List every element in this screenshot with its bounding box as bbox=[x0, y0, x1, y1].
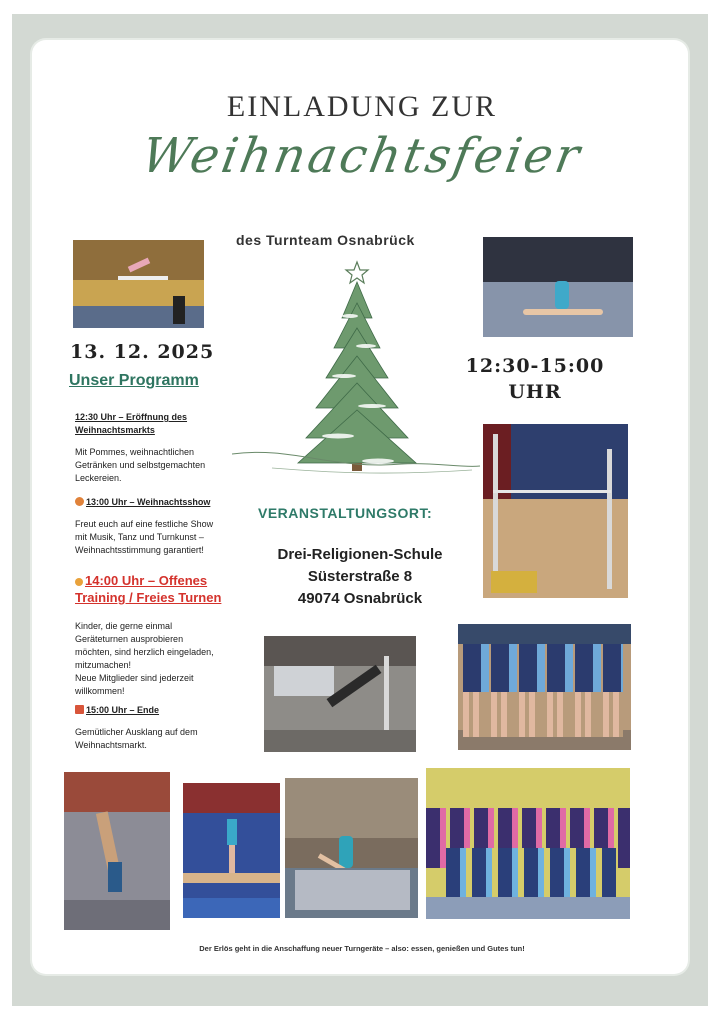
event-date: 13. 12. 2025 bbox=[70, 341, 215, 363]
program-heading: Unser Programm bbox=[69, 372, 199, 389]
program-item-3-desc bbox=[75, 620, 260, 698]
photo-uneven-bars bbox=[483, 424, 628, 598]
program-item-3-title-2: Training / Freies Turnen bbox=[75, 590, 222, 605]
program-item-1-time: 12:30 Uhr – Eröffnung des bbox=[75, 412, 188, 422]
event-time-unit: UHR bbox=[508, 381, 562, 403]
photo-floor-leap bbox=[285, 778, 418, 918]
venue-address bbox=[240, 544, 480, 610]
program-item-2-desc-3: Weihnachtsstimmung garantiert! bbox=[75, 545, 204, 555]
photo-gymnast-split bbox=[483, 237, 633, 337]
program-item-1 bbox=[75, 411, 255, 485]
program-item-1-desc-3: Leckereien. bbox=[75, 473, 122, 483]
photo-team-group-2 bbox=[426, 768, 630, 919]
club-name: des Turnteam Osnabrück bbox=[236, 232, 415, 248]
venue-school: Drei-Religionen-Schule bbox=[277, 546, 443, 563]
end-icon bbox=[75, 705, 84, 714]
photo-balance-beam bbox=[183, 783, 280, 918]
program-item-2 bbox=[75, 496, 260, 557]
photo-team-group-1 bbox=[458, 624, 631, 750]
venue-heading: VERANSTALTUNGSORT: bbox=[258, 505, 433, 521]
program-item-3 bbox=[75, 572, 260, 606]
venue-city: 49074 Osnabrück bbox=[297, 590, 423, 607]
program-item-3-desc-2: Geräteturnen ausprobieren bbox=[75, 634, 184, 644]
program-item-3-title-1: 14:00 Uhr – Offenes bbox=[85, 573, 208, 588]
program-item-4 bbox=[75, 704, 260, 752]
program-item-1-time-cont: Weihnachtsmarkts bbox=[75, 425, 155, 435]
footer-note: Der Erlös geht in die Anschaffung neuer Turngeräte – also: essen, genießen und Gutes tun! bbox=[199, 944, 525, 953]
program-item-1-desc-1: Mit Pommes, weihnachtlichen bbox=[75, 447, 195, 457]
program-item-3-desc-4: mitzumachen! bbox=[75, 660, 132, 670]
photo-gymnasts-beam bbox=[73, 240, 204, 328]
program-item-2-time: 13:00 Uhr – Weihnachtsshow bbox=[86, 497, 211, 507]
title-weihnachtsfeier: Weihnachtsfeier bbox=[137, 128, 587, 184]
program-item-2-desc-2: mit Musik, Tanz und Turnkunst – bbox=[75, 532, 204, 542]
show-icon bbox=[75, 497, 84, 506]
program-item-2-desc-1: Freut euch auf eine festliche Show bbox=[75, 519, 214, 529]
christmas-tree-illustration bbox=[232, 258, 482, 483]
program-item-4-time: 15:00 Uhr – Ende bbox=[86, 705, 160, 715]
program-item-4-desc-1: Gemütlicher Ausklang auf dem bbox=[75, 727, 198, 737]
event-time bbox=[460, 353, 610, 405]
photo-high-bar bbox=[264, 636, 416, 752]
program-item-4-desc-2: Weihnachtsmarkt. bbox=[75, 740, 147, 750]
title-einladung: EINLADUNG ZUR bbox=[226, 90, 498, 123]
venue-street: Süsterstraße 8 bbox=[307, 568, 413, 585]
program-item-3-desc-1: Kinder, die gerne einmal bbox=[75, 621, 173, 631]
program-item-3-desc-5: Neue Mitglieder sind jederzeit bbox=[75, 673, 194, 683]
program-item-3-desc-3: möchten, sind herzlich eingeladen, bbox=[75, 647, 214, 657]
gymnast-icon bbox=[75, 578, 83, 586]
event-time-range: 12:30-15:00 bbox=[465, 355, 605, 377]
program-item-1-desc-2: Getränken und selbstgemachten bbox=[75, 460, 206, 470]
program-item-3-desc-6: willkommen! bbox=[75, 686, 125, 696]
photo-handstand bbox=[64, 772, 170, 930]
